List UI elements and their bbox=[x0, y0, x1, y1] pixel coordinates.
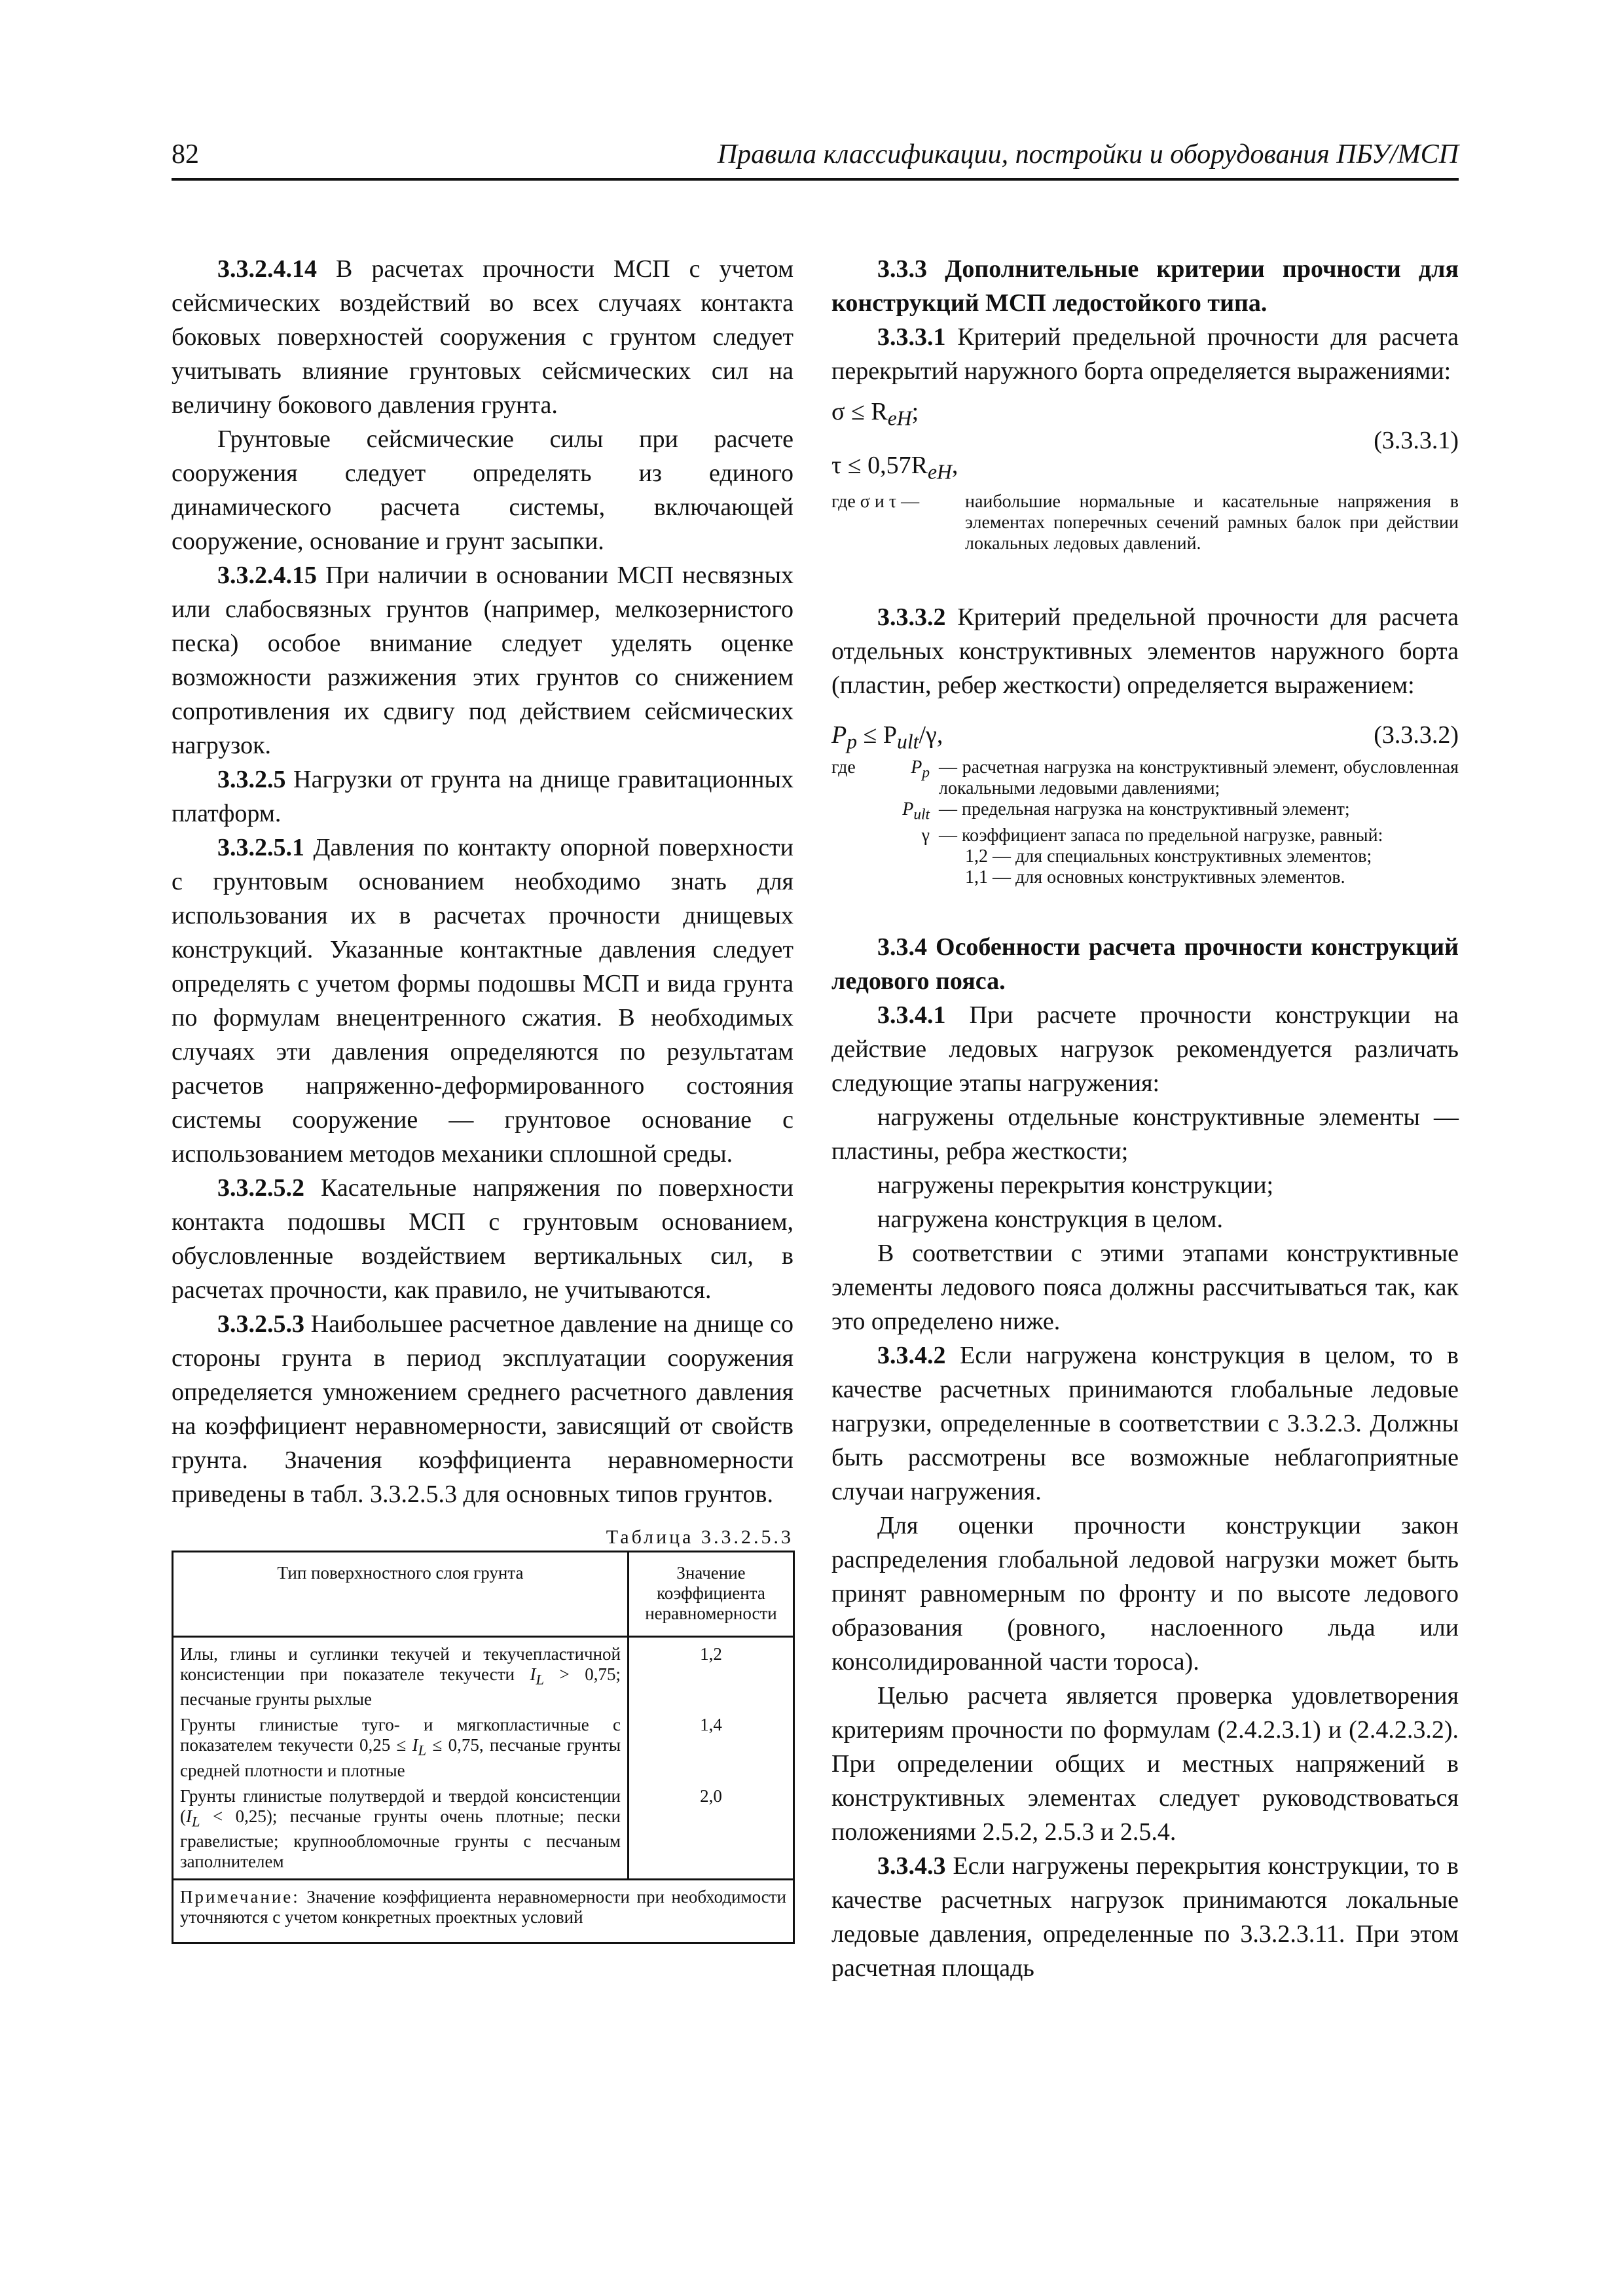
formula-legend: где σ и τ — наибольшие нормальные и касательные напряжения в элементах поперечных сечений рамных балок при действии локальных ледовых давлений. bbox=[831, 492, 1459, 554]
page-header bbox=[172, 139, 1459, 181]
clause-number: 3.3.2.5.3 bbox=[217, 1310, 304, 1338]
paragraph bbox=[831, 1849, 1459, 1985]
paragraph bbox=[172, 252, 793, 422]
paragraph bbox=[172, 831, 793, 1171]
paragraph-text: Если нагружены перекрытия конструкции, то в качестве расчетных нагрузок принимаются локальные ледовые давления, определенные по 3.3.2.3.11. При этом расчетная площадь bbox=[831, 1852, 1459, 1982]
paragraph bbox=[172, 1171, 793, 1307]
paragraph-text: При наличии в основании МСП несвязных или слабосвязных грунтов (например, мелкозернистого песка) особое внимание следует уделять оценке возможности разжижения этих грунтов со снижением сопротивления их сдвигу под действием сейсмических нагрузок. bbox=[172, 562, 793, 759]
paragraph bbox=[831, 1338, 1459, 1509]
clause-number: 3.3.4.3 bbox=[877, 1852, 946, 1880]
clause-number: 3.3.4.1 bbox=[877, 1001, 946, 1029]
table-row bbox=[173, 1637, 794, 1713]
table-cell-coefficient: 1,2 bbox=[629, 1637, 794, 1713]
paragraph: Для оценки прочности конструкции закон распределения глобальной ледовой нагрузки может быть принят равномерным по фронту и по высоте ледового образования (ровного, наслоенного льда или консолидированной части тороса). bbox=[831, 1511, 1459, 1676]
list-item: нагружена конструкция в целом. bbox=[877, 1205, 1223, 1233]
paragraph-text: Нагрузки от грунта на днище гравитационных платформ. bbox=[172, 766, 793, 827]
paragraph bbox=[831, 998, 1459, 1100]
table-cell-soil-type: Грунты глинистые полутвердой и твердой консистенции $(I_L < 0,25)$; песчаные грунты очень плотные; пески гравелистые; крупнообломочные грунты с песчаным заполнителем bbox=[180, 1785, 621, 1872]
table-note-row bbox=[173, 1880, 794, 1943]
left-column bbox=[172, 252, 793, 1944]
table-row bbox=[173, 1784, 794, 1880]
table-caption: Таблица 3.3.2.5.3 bbox=[606, 1526, 793, 1548]
paragraph-text: Критерий предельной прочности для расчета перекрытий наружного борта определяется выражениями: bbox=[831, 323, 1459, 385]
formula-number: (3.3.3.2) bbox=[1374, 721, 1459, 749]
clause-number: 3.3.4.2 bbox=[877, 1341, 946, 1369]
clause-number: 3.3.3.1 bbox=[877, 323, 946, 351]
table-cell-coefficient: 1,4 bbox=[629, 1712, 794, 1783]
paragraph bbox=[831, 320, 1459, 388]
running-title: Правила классификации, постройки и оборудования ПБУ/МСП bbox=[717, 139, 1459, 170]
paragraph-text: Касательные напряжения по поверхности контакта подошвы МСП с грунтовым основанием, обусловленные воздействием вертикальных сил, в расчетах прочности, как правило, не учитываются. bbox=[172, 1174, 793, 1304]
table-cell-soil-type: Илы, глины и суглинки текучей и текучепластичной консистенции при показателе текучести $I_L > 0,75$; песчаные грунты рыхлые bbox=[180, 1644, 621, 1710]
formula-legend: где $P_p$ — расчетная нагрузка на конструктивный элемент, обусловленная локальными ледовыми давлениями; $P_{ult}$ — предельная нагрузка на конструктивный элемент; γ — коэффициент запаса по предельной нагрузке, равный: 1,2 — для специальных конструктивных элементов; 1,1 — для основных конструктивных элементов. bbox=[831, 757, 1459, 888]
paragraph-text: Давления по контакту опорной поверхности с грунтовым основанием необходимо знать для использования их в расчетах прочности днищевых конструкций. Указанные контактные давления следует определять с учетом формы подошвы МСП и вида грунта по формулам внецентренного сжатия. В необходимых случаях эти давления определяются по результатам расчетов напряженно-деформированного состояния системы сооружение — грунтовое основание с использованием методов механики сплошной среды. bbox=[172, 834, 793, 1168]
table-row bbox=[173, 1712, 794, 1783]
paragraph bbox=[172, 422, 793, 558]
section-heading: 3.3.4 Особенности расчета прочности конструкций ледового пояса. bbox=[831, 933, 1459, 995]
section-heading: 3.3.3 Дополнительные критерии прочности для конструкций МСП ледостойкого типа. bbox=[831, 255, 1459, 317]
formula-3-3-3-2: $P_p \le P_{ult}/\gamma$, (3.3.3.2) bbox=[831, 718, 1459, 752]
table-note: Примечание: Значение коэффициента неравномерности при необходимости уточняются с учетом конкретных проектных условий bbox=[173, 1880, 794, 1943]
table-header-row bbox=[173, 1552, 794, 1637]
paragraph bbox=[831, 600, 1459, 702]
paragraph bbox=[172, 558, 793, 762]
clause-number: 3.3.2.5.2 bbox=[217, 1174, 304, 1202]
paragraph-text: Наибольшее расчетное давление на днище со стороны грунта в период эксплуатации сооружения определяется умножением среднего расчетного давления на коэффициент неравномерности, зависящий от свойств грунта. Значения коэффициента неравномерности приведены в табл. 3.3.2.5.3 для основных типов грунтов. bbox=[172, 1310, 793, 1508]
clause-number: 3.3.2.4.15 bbox=[217, 562, 317, 589]
clause-number: 3.3.2.4.14 bbox=[217, 255, 317, 283]
table-cell-coefficient: 2,0 bbox=[629, 1784, 794, 1880]
formula-3-3-3-1: $\sigma \le R_{eH}$; $\tau \le 0,57R_{eH}$, (3.3.3.1) bbox=[831, 398, 1459, 484]
right-column bbox=[831, 252, 1459, 1985]
page-number: 82 bbox=[172, 139, 199, 170]
clause-number: 3.3.2.5 bbox=[217, 766, 286, 793]
list-item: нагружены отдельные конструктивные элементы — пластины, ребра жесткости; bbox=[831, 1103, 1459, 1165]
paragraph-text: В расчетах прочности МСП с учетом сейсмических воздействий во всех случаях контакта боковых поверхностей сооружения с грунтом следует учитывать влияние грунтовых сейсмических сил на величину бокового давления грунта. bbox=[172, 255, 793, 419]
paragraph-text: Грунтовые сейсмические силы при расчете сооружения следует определять из единого динамического расчета системы, включающей сооружение, основание и грунт засыпки. bbox=[172, 425, 793, 555]
paragraph-text: Критерий предельной прочности для расчета отдельных конструктивных элементов наружного борта (пластин, ребер жесткости) определяется выражением: bbox=[831, 603, 1459, 699]
paragraph bbox=[172, 762, 793, 831]
clause-number: 3.3.3.2 bbox=[877, 603, 946, 631]
paragraph-text: Если нагружена конструкция в целом, то в качестве расчетных принимаются глобальные ледовые нагрузки, определенные в соответствии с 3.3.2.3. Должны быть рассмотрены все возможные неблагоприятные случаи нагружения. bbox=[831, 1341, 1459, 1505]
formula-number: (3.3.3.1) bbox=[1374, 427, 1459, 454]
table-cell-soil-type: Грунты глинистые туго- и мягкопластичные с показателем текучести $0,25 \le I_L \le 0,75$, песчаные грунты средней плотности и плотные bbox=[180, 1715, 621, 1780]
soil-coefficient-table bbox=[172, 1551, 795, 1944]
paragraph: Целью расчета является проверка удовлетворения критериям прочности по формулам (2.4.2.3.1) и (2.4.2.3.2). При определении общих и местных напряжений в конструктивных элементах следует руководствоваться положениями 2.5.2, 2.5.3 и 2.5.4. bbox=[831, 1681, 1459, 1846]
paragraph bbox=[172, 1307, 793, 1511]
clause-number: 3.3.2.5.1 bbox=[217, 834, 304, 861]
list-item: нагружены перекрытия конструкции; bbox=[877, 1171, 1274, 1199]
paragraph: В соответствии с этими этапами конструктивные элементы ледового пояса должны рассчитываться так, как это определено ниже. bbox=[831, 1239, 1459, 1335]
column-header-soil-type: Тип поверхностного слоя грунта bbox=[173, 1552, 629, 1637]
paragraph-text: При расчете прочности конструкции на действие ледовых нагрузок рекомендуется различать следующие этапы нагружения: bbox=[831, 1001, 1459, 1097]
column-header-coefficient: Значение коэффициента неравномерности bbox=[629, 1552, 794, 1637]
